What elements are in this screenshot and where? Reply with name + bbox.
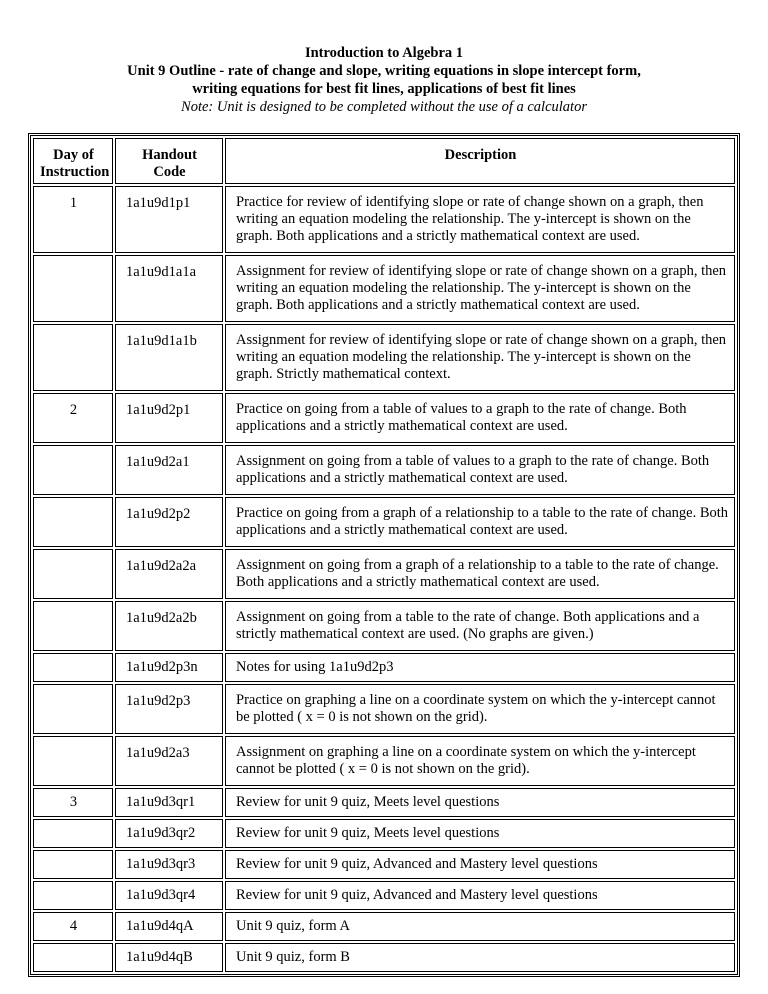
day-cell <box>33 601 113 651</box>
column-header-day-line2: Instruction <box>40 164 110 180</box>
day-cell <box>33 943 113 972</box>
day-cell <box>33 653 113 682</box>
handout-code-cell: 1a1u9d1p1 <box>115 186 223 253</box>
description-cell: Assignment on going from a table of values to a graph to the rate of change. Both applications and a strictly mathematical context are used. <box>225 445 735 495</box>
handout-code-cell: 1a1u9d3qr1 <box>115 788 223 817</box>
handout-code-cell: 1a1u9d2p1 <box>115 393 223 443</box>
day-cell <box>33 445 113 495</box>
unit-outline-table <box>28 133 740 977</box>
description-cell: Assignment on graphing a line on a coordinate system on which the y-intercept cannot be plotted ( x = 0 is not shown on the grid). <box>225 736 735 786</box>
description-cell: Unit 9 quiz, form A <box>225 912 735 941</box>
handout-code-cell: 1a1u9d2p3n <box>115 653 223 682</box>
outline-table <box>31 136 737 974</box>
description-cell: Practice on graphing a line on a coordinate system on which the y-intercept cannot be plotted ( x = 0 is not shown on the grid). <box>225 684 735 734</box>
column-header-code <box>115 138 223 184</box>
handout-code-cell: 1a1u9d2a2b <box>115 601 223 651</box>
description-cell: Practice on going from a graph of a relationship to a table to the rate of change. Both applications and a strictly mathematical context are used. <box>225 497 735 547</box>
description-cell: Assignment for review of identifying slope or rate of change shown on a graph, then writing an equation modeling the relationship. The y-intercept is shown on the graph. Both applications and a strictly mathematical context are used. <box>225 255 735 322</box>
table-row <box>33 684 735 734</box>
column-header-day-line1: Day of <box>53 147 94 163</box>
handout-code-cell: 1a1u9d4qB <box>115 943 223 972</box>
column-header-code-line2: Code <box>153 164 186 180</box>
day-cell <box>33 684 113 734</box>
description-cell: Review for unit 9 quiz, Advanced and Mastery level questions <box>225 881 735 910</box>
day-cell: 1 <box>33 186 113 253</box>
handout-code-cell: 1a1u9d1a1b <box>115 324 223 391</box>
description-cell: Assignment for review of identifying slope or rate of change shown on a graph, then writing an equation modeling the relationship. The y-intercept is shown on the graph. Strictly mathematical context. <box>225 324 735 391</box>
day-cell <box>33 850 113 879</box>
day-cell <box>33 881 113 910</box>
table-row <box>33 850 735 879</box>
table-row <box>33 186 735 253</box>
handout-code-cell: 1a1u9d2a3 <box>115 736 223 786</box>
day-cell <box>33 819 113 848</box>
day-cell <box>33 549 113 599</box>
description-cell: Review for unit 9 quiz, Meets level questions <box>225 819 735 848</box>
day-cell <box>33 255 113 322</box>
day-cell: 2 <box>33 393 113 443</box>
description-cell: Assignment on going from a graph of a relationship to a table to the rate of change. Both applications and a strictly mathematical context are used. <box>225 549 735 599</box>
table-row <box>33 881 735 910</box>
table-header-row <box>33 138 735 184</box>
table-body <box>33 186 735 972</box>
description-cell: Practice for review of identifying slope or rate of change shown on a graph, then writing an equation modeling the relationship. The y-intercept is shown on the graph. Both applications and a strictly mathematical context are used. <box>225 186 735 253</box>
document-header <box>0 44 768 116</box>
day-cell <box>33 736 113 786</box>
document-title: Introduction to Algebra 1 <box>304 45 464 61</box>
table-row <box>33 653 735 682</box>
table-row <box>33 393 735 443</box>
day-cell: 3 <box>33 788 113 817</box>
table-row <box>33 912 735 941</box>
description-cell: Review for unit 9 quiz, Advanced and Mastery level questions <box>225 850 735 879</box>
handout-code-cell: 1a1u9d1a1a <box>115 255 223 322</box>
document-subtitle-line1: Unit 9 Outline - rate of change and slope, writing equations in slope intercept form, <box>127 63 641 79</box>
document-subtitle-line2: writing equations for best fit lines, applications of best fit lines <box>192 81 576 97</box>
handout-code-cell: 1a1u9d3qr3 <box>115 850 223 879</box>
table-row <box>33 445 735 495</box>
day-cell: 4 <box>33 912 113 941</box>
day-cell <box>33 324 113 391</box>
table-row <box>33 943 735 972</box>
table-row <box>33 497 735 547</box>
table-row <box>33 324 735 391</box>
handout-code-cell: 1a1u9d2a1 <box>115 445 223 495</box>
table-row <box>33 788 735 817</box>
handout-code-cell: 1a1u9d3qr4 <box>115 881 223 910</box>
table-row <box>33 549 735 599</box>
day-cell <box>33 497 113 547</box>
handout-code-cell: 1a1u9d2p3 <box>115 684 223 734</box>
handout-code-cell: 1a1u9d3qr2 <box>115 819 223 848</box>
document-note: Note: Unit is designed to be completed without the use of a calculator <box>181 99 587 115</box>
table-row <box>33 255 735 322</box>
column-header-description: Description <box>225 138 735 184</box>
column-header-day <box>33 138 113 184</box>
column-header-code-line1: Handout <box>142 147 197 163</box>
description-cell: Practice on going from a table of values to a graph to the rate of change. Both applications and a strictly mathematical context are used. <box>225 393 735 443</box>
handout-code-cell: 1a1u9d2a2a <box>115 549 223 599</box>
table-row <box>33 819 735 848</box>
handout-code-cell: 1a1u9d4qA <box>115 912 223 941</box>
description-cell: Unit 9 quiz, form B <box>225 943 735 972</box>
table-row <box>33 736 735 786</box>
description-cell: Assignment on going from a table to the rate of change. Both applications and a strictly mathematical context are used. (No graphs are given.) <box>225 601 735 651</box>
handout-code-cell: 1a1u9d2p2 <box>115 497 223 547</box>
table-row <box>33 601 735 651</box>
description-cell: Review for unit 9 quiz, Meets level questions <box>225 788 735 817</box>
description-cell: Notes for using 1a1u9d2p3 <box>225 653 735 682</box>
